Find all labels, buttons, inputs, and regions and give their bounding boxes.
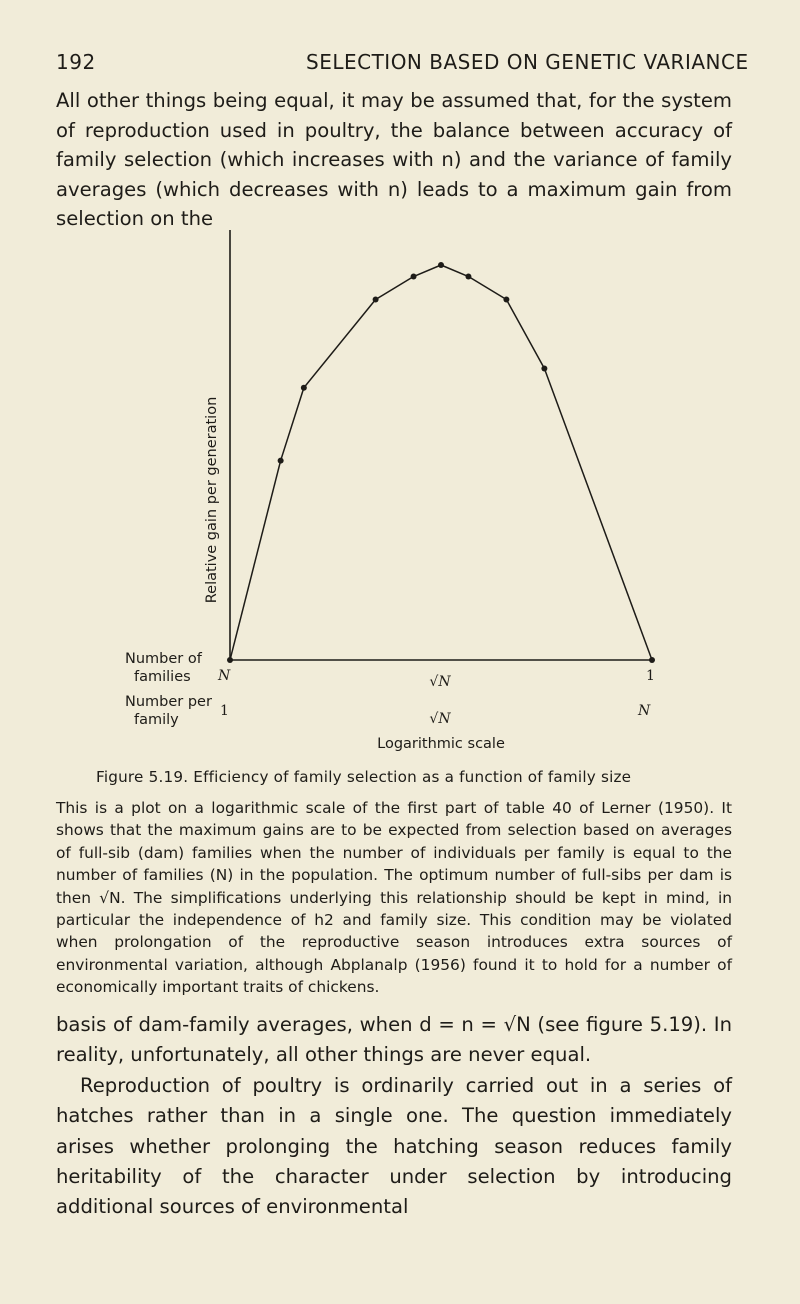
curve-segment bbox=[506, 300, 544, 369]
row1-tick-mid: √N bbox=[429, 674, 451, 690]
data-point bbox=[465, 274, 471, 280]
page-number: 192 bbox=[56, 50, 96, 74]
row1-tick-left: N bbox=[218, 668, 231, 684]
data-point bbox=[503, 297, 509, 303]
row2-tick-mid: √N bbox=[429, 711, 451, 727]
row2-label-line2: family bbox=[134, 712, 179, 728]
row1-label-line2: families bbox=[134, 669, 191, 685]
curve-segment bbox=[376, 277, 414, 300]
curve-segment bbox=[468, 277, 506, 300]
data-point bbox=[301, 385, 307, 391]
data-point bbox=[541, 366, 547, 372]
body-paragraph-continuation: Reproduction of poultry is ordinarily carried out in a series of hatches rather than in a single one. The question immediately arises whether prolonging the hatching season reduces family heritability of the character under selection by introducing additional sources of environmental bbox=[56, 1074, 732, 1219]
figure-caption: Figure 5.19. Efficiency of family selection as a function of family size bbox=[96, 768, 632, 786]
row2-label-line1: Number per bbox=[125, 694, 212, 710]
figure-5-19 bbox=[0, 220, 800, 760]
body-paragraph-top: All other things being equal, it may be assumed that, for the system of reproduction used in poultry, the balance between accuracy of family selection (which increases with n) and the variance of family averages (which decreases with n) leads to a maximum gain from selection on the bbox=[56, 89, 732, 230]
row1-tick-right: 1 bbox=[646, 668, 655, 684]
curve-segment bbox=[441, 265, 468, 277]
data-point bbox=[278, 458, 284, 464]
row2-tick-left: 1 bbox=[220, 703, 229, 719]
row2-tick-right: N bbox=[638, 703, 651, 719]
y-axis-label: Relative gain per generation bbox=[204, 396, 220, 604]
running-head: SELECTION BASED ON GENETIC VARIANCE bbox=[306, 50, 749, 74]
curve-segment bbox=[304, 300, 376, 388]
curve-segment bbox=[281, 388, 304, 461]
figure-note: This is a plot on a logarithmic scale of the first part of table 40 of Lerner (1950). It shows that the maximum gains are to be expected from selection based on averages of full-sib (dam) families when the number of individuals per family is equal to the number of families (N) in the population. The optimum number of full-sibs per dam is then √N. The simplifications underlying this relationship should be kept in mind, in particular the independence of h2 and family size. This condition may be violated when prolongation of the reproductive season introduces extra sources of environmental variation, although Abplanalp (1956) found it to hold for a number of economically important traits of chickens. bbox=[56, 799, 732, 997]
data-point bbox=[373, 297, 379, 303]
x-axis-label: Logarithmic scale bbox=[377, 736, 505, 752]
body-paragraph-bottom: basis of dam-family averages, when d = n = √N (see figure 5.19). In reality, unfortunately, all other things are never equal. bbox=[56, 1013, 732, 1067]
data-point bbox=[411, 274, 417, 280]
data-point bbox=[438, 262, 444, 268]
curve-segment bbox=[414, 265, 441, 277]
curve-segment bbox=[230, 461, 281, 660]
row1-label-line1: Number of bbox=[125, 651, 202, 667]
series-layer bbox=[230, 262, 652, 660]
figure-chart bbox=[0, 220, 800, 760]
curve-segment bbox=[544, 369, 652, 660]
